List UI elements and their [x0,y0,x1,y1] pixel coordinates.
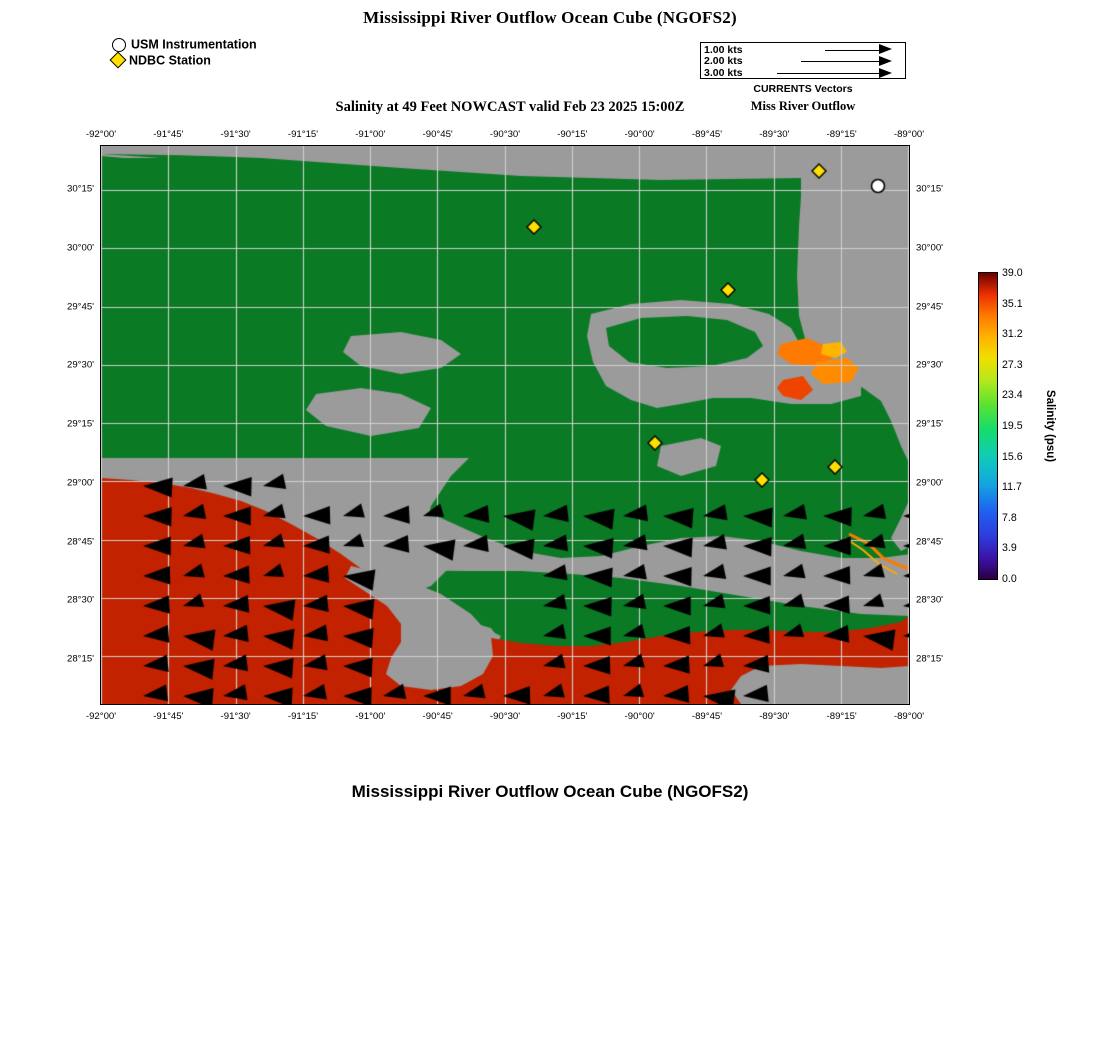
x-tick-label-bottom: -92°00' [85,711,117,722]
x-tick-label-bottom: -91°15' [287,711,319,722]
x-tick-label-top: -90°15' [557,129,588,140]
x-tick-label-bottom: -91°30' [220,711,251,722]
currents-arrow-head-icon [879,68,892,78]
colorbar-axis-title: Salinity (psu) [1044,389,1056,463]
map-subtitle: Salinity at 49 Feet NOWCAST valid Feb 23 2025 15:00Z [335,99,685,115]
y-tick-label-left: 28°45' [66,536,94,547]
page-title: Mississippi River Outflow Ocean Cube (NGOFS2) [363,8,737,27]
y-tick-label-left: 29°45' [66,301,94,312]
x-tick-label-bottom: -89°45' [691,711,723,722]
y-tick-label-right: 28°45' [916,536,944,547]
miss-river-outflow-label: Miss River Outflow [750,99,856,113]
currents-key-label: 1.00 kts [704,43,743,56]
y-tick-label-right: 29°45' [916,301,944,312]
y-tick-label-right: 29°15' [916,418,944,430]
y-tick-label-left: 28°30' [66,594,94,606]
x-tick-label-bottom: -90°00' [624,711,655,722]
x-tick-label-top: -92°00' [85,129,117,140]
footer-title: Mississippi River Outflow Ocean Cube (NGOFS2) [351,782,749,801]
y-tick-label-right: 28°30' [916,594,944,606]
x-tick-label-bottom: -91°45' [153,711,184,722]
currents-arrow-shaft [777,73,879,74]
colorbar-tick-label: 27.3 [1002,358,1023,371]
x-tick-label-bottom: -90°15' [557,711,588,722]
y-tick-label-right: 28°15' [916,653,944,665]
colorbar-tick-label: 35.1 [1002,297,1023,310]
y-tick-label-left: 28°15' [66,653,94,665]
colorbar-tick-label: 11.7 [1002,481,1022,494]
x-tick-label-top: -91°45' [153,129,184,140]
currents-key-label: 2.00 kts [704,55,743,68]
x-tick-label-bottom: -89°30' [759,711,790,722]
currents-vector-key [700,42,906,79]
x-tick-label-top: -89°30' [759,129,790,140]
x-tick-label-top: -89°45' [691,129,723,140]
colorbar-gradient [978,272,998,580]
currents-key-label: 3.00 kts [704,67,743,80]
colorbar-tick-label: 23.4 [1002,389,1023,402]
y-tick-label-right: 29°00' [916,477,944,489]
x-tick-label-bottom: -89°00' [893,711,925,722]
currents-key-row [701,67,907,79]
y-tick-label-left: 29°30' [66,359,94,371]
map-plot-area[interactable] [100,145,910,705]
x-tick-label-top: -91°15' [287,129,319,140]
currents-key-row [701,44,907,56]
y-tick-label-right: 30°00' [916,242,944,254]
currents-arrow-shaft [825,50,879,51]
colorbar-tick-label: 3.9 [1002,542,1017,555]
y-tick-label-right: 29°30' [916,359,944,371]
y-tick-label-left: 29°15' [66,418,94,430]
colorbar-tick-label: 7.8 [1002,511,1017,524]
x-tick-label-top: -90°00' [624,129,655,140]
x-tick-label-top: -91°00' [355,129,386,140]
currents-arrow-head-icon [879,44,892,54]
colorbar-tick-label: 15.6 [1002,450,1023,463]
x-tick-label-bottom: -91°00' [355,711,386,722]
x-tick-label-bottom: -89°15' [826,711,857,722]
colorbar-tick-label: 19.5 [1002,420,1023,432]
legend-ndbc-station [112,53,211,68]
x-tick-label-top: -90°30' [489,129,521,140]
colorbar-tick-label: 0.0 [1002,573,1017,585]
circle-marker-icon [112,38,126,52]
x-tick-label-top: -89°00' [893,129,925,140]
y-tick-label-left: 29°00' [66,477,94,489]
x-tick-label-bottom: -90°30' [489,711,521,722]
currents-arrow-head-icon [879,56,892,66]
y-tick-label-left: 30°00' [66,242,94,254]
legend-ndbc-label: NDBC Station [129,53,211,68]
y-tick-label-left: 30°15' [66,183,94,195]
colorbar-tick-label: 39.0 [1002,267,1023,279]
currents-key-row [701,55,907,67]
colorbar-tick-label: 31.2 [1002,328,1023,341]
x-tick-label-top: -89°15' [826,129,857,140]
diamond-marker-icon [110,52,127,69]
x-tick-label-top: -90°45' [422,129,453,140]
currents-arrow-shaft [801,61,879,62]
x-tick-label-top: -91°30' [220,129,251,140]
currents-vectors-caption: CURRENTS Vectors [753,83,853,95]
map-raster [101,146,909,704]
x-tick-label-bottom: -90°45' [422,711,453,722]
y-tick-label-right: 30°15' [916,183,944,195]
legend-usm-instrumentation [112,37,257,52]
legend-usm-label: USM Instrumentation [131,37,257,52]
